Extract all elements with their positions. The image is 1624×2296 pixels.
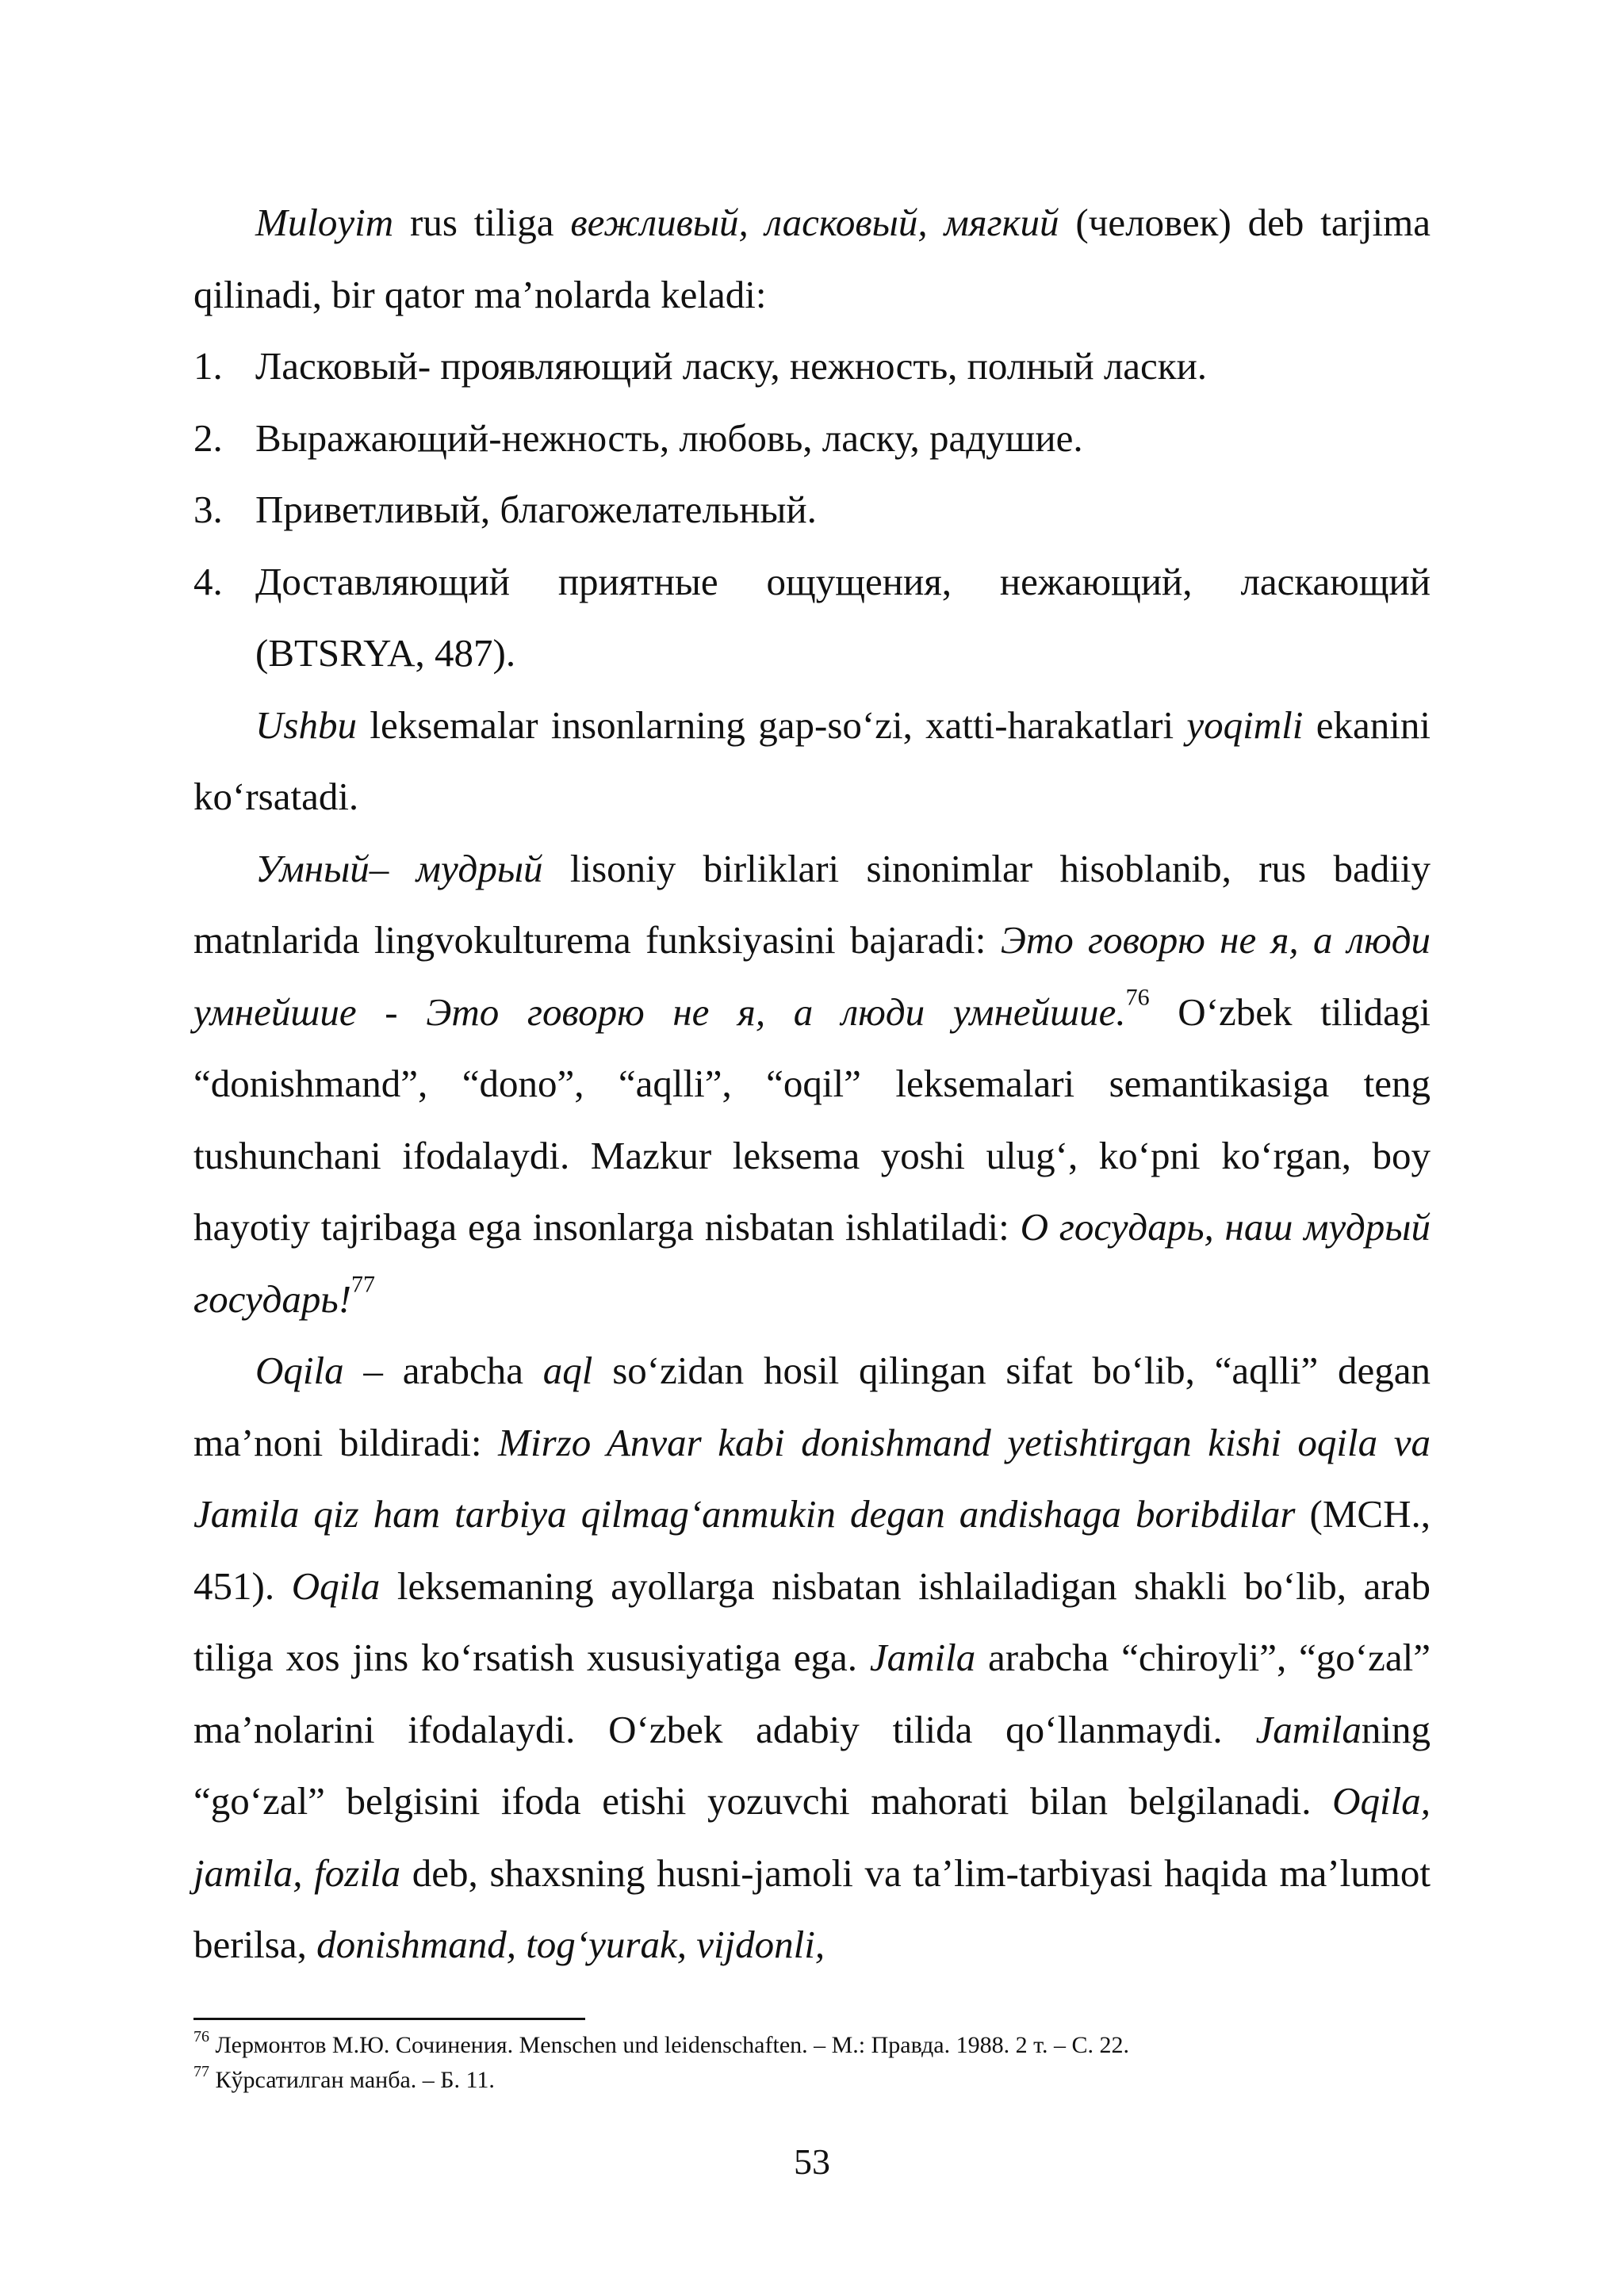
list-text: Приветливый, благожелательный.	[255, 488, 817, 531]
paragraph-oqila	[193, 1335, 1431, 1981]
list-item	[193, 331, 1431, 403]
term-jamila: Jamila	[869, 1636, 976, 1679]
list-item	[193, 546, 1431, 690]
term-umnyi-mudryi: Умный– мудрый	[255, 846, 543, 890]
list-item	[193, 474, 1431, 546]
footnote-77	[193, 2063, 1431, 2098]
text-run: ning “go‘zal” belgisini ifoda etishi yozuvchi mahorati bilan belgilanadi.	[193, 1707, 1431, 1823]
footnote-ref-76[interactable]: 76	[1125, 984, 1150, 1010]
quote-mirzo-anvar: Mirzo Anvar kabi donishmand yetishtirgan kishi oqila va Jamila qiz ham tarbiya qilmag‘anmukin degan andishaga boribdilar	[193, 1420, 1431, 1536]
footnotes	[193, 2028, 1431, 2098]
term-ushbu: Ushbu	[255, 702, 357, 747]
text-run: leksemaning ayollarga nisbatan ishlailadigan shakli bo‘lib, arab tiliga xos jins ko‘rsatish xususiyatiga ega.	[193, 1563, 1431, 1679]
term-yoqimli: yoqimli	[1186, 702, 1304, 747]
footnote-76	[193, 2028, 1431, 2063]
list-text: Доставляющий приятные ощущения, нежающий, ласкающий (BTSRYA, 487).	[255, 559, 1431, 675]
term-oqila: Oqila	[255, 1349, 344, 1392]
list-number: 3.	[193, 488, 223, 531]
term-oqila: Oqila	[291, 1563, 381, 1608]
footnote-number: 77	[193, 2063, 209, 2080]
quote-lermontov: Это говорю не я, а люди умнейшие - Это говорю не я, а люди умнейшие.	[193, 918, 1431, 1034]
footnote-ref-77[interactable]: 77	[351, 1271, 376, 1297]
body-text	[193, 187, 1431, 1981]
page-number: 53	[794, 2141, 830, 2182]
text-run: rus tiliga	[393, 201, 571, 244]
text-run: ekanini ko‘rsatadi.	[193, 702, 1431, 818]
footnote-number: 76	[193, 2028, 209, 2045]
text-run: leksemalar insonlarning gap-so‘zi, xatti-harakatlari	[356, 702, 1187, 747]
paragraph-umnyi	[193, 833, 1431, 1336]
russian-translation: вежливый, ласковый, мягкий	[570, 201, 1059, 244]
term-jamila: Jamila	[1255, 1707, 1362, 1751]
term-aql: aql	[542, 1349, 593, 1392]
list-number: 1.	[193, 344, 223, 388]
text-run: – arabcha	[343, 1349, 543, 1392]
text-run: so‘zidan hosil qilingan sifat bo‘lib, “aqlli” degan ma’noni bildiradi:	[193, 1349, 1431, 1464]
footnote-text: Кўрсатилган манба. – Б. 11.	[209, 2067, 495, 2093]
list-number: 4.	[193, 559, 223, 603]
paragraph-ushbu	[193, 690, 1431, 833]
footnote-text: Лермонтов М.Ю. Сочинения. Menschen und leidenschaften. – М.: Правда. 1988. 2 т. – С. 22.	[209, 2032, 1129, 2058]
text-run: lisoniy birliklari sinonimlar hisoblanib, rus badiiy matnlarida lingvokulturema funksiyasini bajaradi:	[193, 846, 1431, 962]
term-oqila-jamila-fozila: Oqila, jamila, fozila	[193, 1779, 1431, 1895]
quote-gosudar: О государь, наш мудрый государь!	[193, 1205, 1431, 1321]
text-run: O‘zbek tilidagi “donishmand”, “dono”, “aqlli”, “oqil” leksemalari semantikasiga teng tushunchani ifodalaydi. Mazkur leksema yoshi ulug‘, ko‘pni ko‘rgan, boy hayotiy tajribaga ega insonlarga nisbatan ishlatiladi:	[193, 989, 1431, 1249]
text-run: deb, shaxsning husni-jamoli va ta’lim-tarbiyasi haqida ma’lumot berilsa,	[193, 1850, 1431, 1966]
paragraph-muloyim	[193, 187, 1431, 331]
text-run: (MCH., 451).	[193, 1492, 1431, 1608]
text-run: (человек) deb tarjima qilinadi, bir qator ma’nolarda keladi:	[193, 201, 1431, 316]
term-donishmand: donishmand, tog‘yurak, vijdonli,	[316, 1923, 825, 1966]
term-muloyim: Muloyim	[255, 201, 394, 244]
list-item	[193, 403, 1431, 475]
text-run: arabcha “chiroyli”, “go‘zal” ma’nolarini ifodalaydi. O‘zbek adabiy tilida qo‘llanmaydi.	[193, 1636, 1431, 1751]
footnote-separator	[193, 2018, 585, 2020]
list-number: 2.	[193, 415, 223, 460]
list-text: Выражающий-нежность, любовь, ласку, радушие.	[255, 415, 1083, 460]
list-text: Ласковый- проявляющий ласку, нежность, полный ласки.	[255, 344, 1208, 388]
